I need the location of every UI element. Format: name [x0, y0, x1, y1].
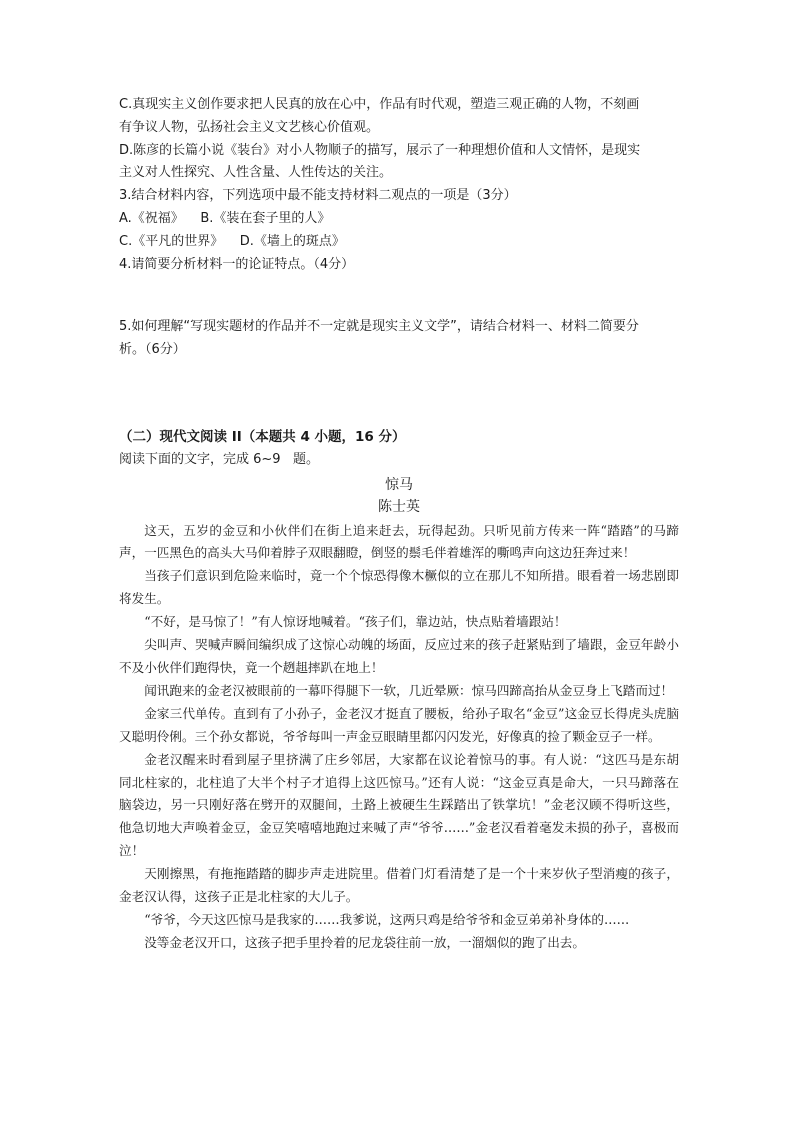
- question-4: 4.请简要分析材料一的论证特点。（4分）: [119, 256, 355, 272]
- question-3: 3.结合材料内容，下列选项中最不能支持材料二观点的一项是（3分）: [119, 188, 517, 204]
- story-paragraph-4: 尖叫声、哭喊声瞬间编织成了这惊心动魄的场面，反应过来的孩子赶紧贴到了墙跟，金豆年龄小不及小伙伴们跑得快，竟一个趔趄摔趴在地上！: [119, 637, 679, 675]
- story-paragraph-5: 闻讯跑来的金老汉被眼前的一幕吓得腿下一软，几近晕厥：惊马四蹄高抬从金豆身上飞踏而过！: [144, 682, 674, 698]
- story-body: [119, 520, 679, 955]
- question-3-options-ab: A.《祝福》 B.《装在套子里的人》: [119, 210, 331, 226]
- option-c-line-1: C.真现实主义创作要求把人民真的放在心中，作品有时代观，塑造三观正确的人物，不刻画: [119, 97, 640, 112]
- reading-instruction: 阅读下面的文字，完成 6~9 题。: [119, 451, 319, 467]
- story-paragraph-10: 没等金老汉开口，这孩子把手里拎着的尼龙袋往前一放，一溜烟似的跑了出去。: [144, 934, 585, 950]
- answer-space-q4: [119, 276, 679, 316]
- question-5-line-2: 析。（6分）: [119, 342, 186, 358]
- story-paragraph-6: 金家三代单传。直到有了小孙子，金老汉才挺直了腰板，给孙子取名“金豆”这金豆长得虎头虎脑又聪明伶俐。三个孙女都说，爷爷每叫一声金豆眼睛里都闪闪发光，好像真的捡了颗金豆子一样。: [119, 705, 679, 744]
- story-paragraph-8: 天刚擦黑，有拖拖踏踏的脚步声走进院里。借着门灯看清楚了是一个十来岁伙子型消瘦的孩子，金老汉认得，这孩子正是北柱家的大儿子。: [119, 866, 679, 905]
- section-heading: （二）现代文阅读 II（本题共 4 小题，16 分）: [119, 428, 406, 445]
- option-c-line-2: 有争议人物，弘扬社会主义文艺核心价值观。: [119, 119, 380, 135]
- question-5-line-1: 5.如何理解“写现实题材的作品并不一定就是现实主义文学”，请结合材料一、材料二简要分: [119, 319, 639, 335]
- story-paragraph-9: “爷爷，今天这匹惊马是我家的……我爹说，这两只鸡是给爷爷和金豆弟弟补身体的……: [144, 911, 630, 927]
- story-author: 陈士英: [378, 498, 420, 515]
- story-paragraph-7: 金老汉醒来时看到屋子里挤满了庄乡邻居，大家都在议论着惊马的事。有人说：“这匹马是东胡同北柱家的，北柱追了大半个村子才追得上这匹惊马。”还有人说：“这金豆真是命大，一只马蹄落在脑袋边，另一只刚好落在劈开的双腿间，土路上被硬生生踩踏出了铁掌坑！”金老汉顾不得听这些，他急切地大声唤着金豆，金豆笑嘻嘻地跑过来喊了声“爷爷……”金老汉看着毫发未损的孙子，喜极而泣！: [119, 751, 679, 859]
- story-paragraph-2: 当孩子们意识到危险来临时，竟一个个惊恐得像木橛似的立在那儿不知所措。眼看着一场悲剧即将发生。: [119, 568, 679, 607]
- story-title: 惊马: [385, 476, 413, 493]
- story-paragraph-1: 这天，五岁的金豆和小伙伴们在街上追来赶去，玩得起劲。只听见前方传来一阵“踏踏”的马蹄声，一匹黑色的高头大马仰着脖子双眼翻瞪，倒竖的鬃毛伴着雄浑的嘶鸣声向这边狂奔过来！: [119, 522, 679, 561]
- answer-space-q5: [119, 362, 679, 424]
- question-3-options-cd: C.《平凡的世界》 D.《墙上的斑点》: [119, 233, 345, 249]
- option-d-line-1: D.陈彦的长篇小说《装台》对小人物顺子的描写，展示了一种理想价值和人文情怀，是现实: [119, 142, 641, 158]
- story-paragraph-3: “不好，是马惊了！”有人惊讶地喊着。“孩子们，靠边站，快点贴着墙跟站！: [144, 614, 567, 630]
- option-d-line-2: 主义对人性探究、人性含量、人性传达的关注。: [119, 165, 393, 181]
